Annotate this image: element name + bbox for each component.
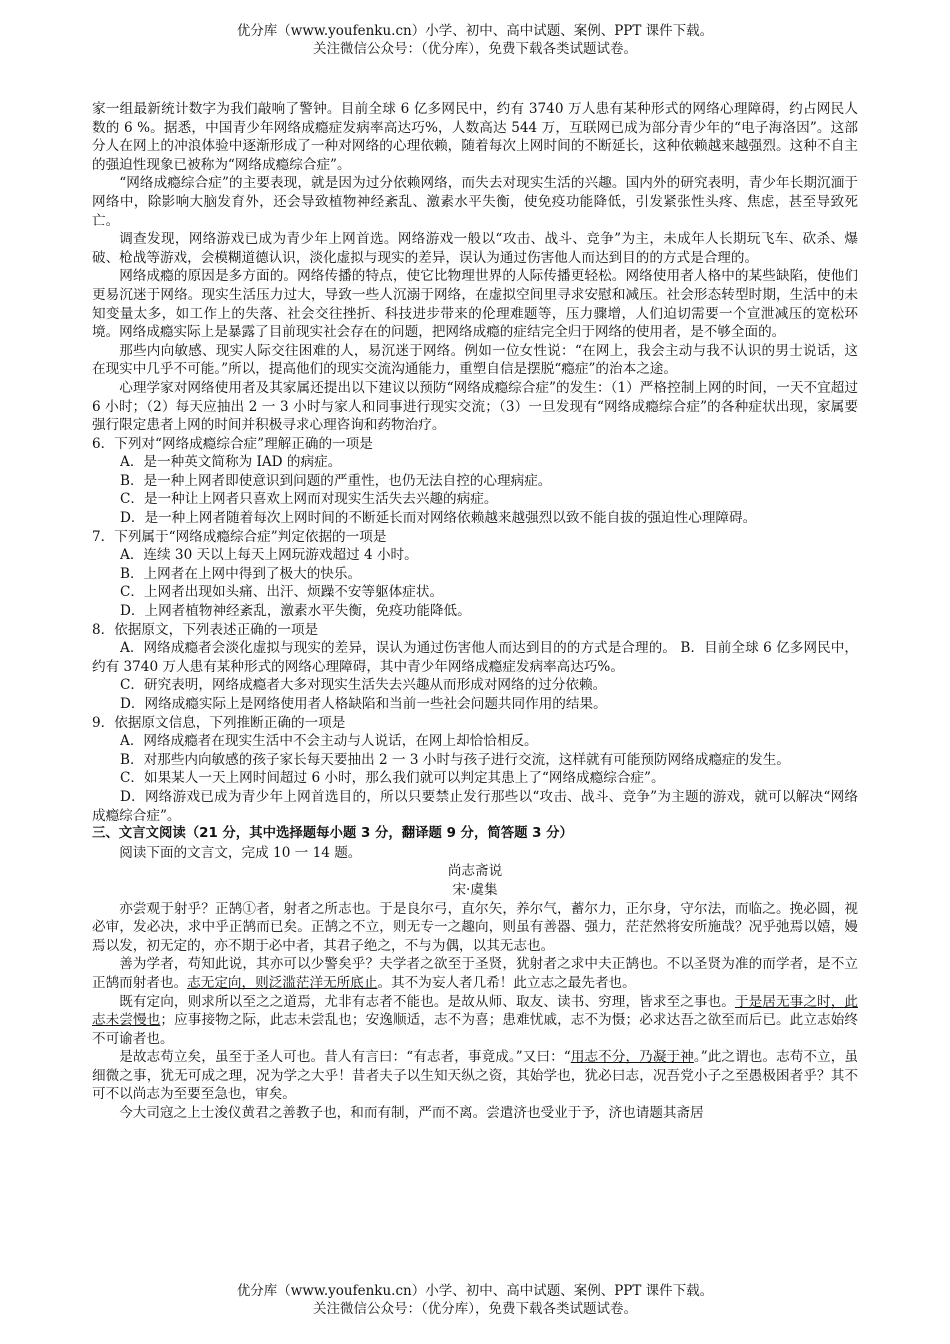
passage-paragraph: “网络成瘾综合症”的主要表现，就是因为过分依赖网络，而失去对现实生活的兴趣。国内外的研究表明，青少年长期沉湎于网络中，除影响大脑发育外，还会导致植物神经紊乱、激素水平失衡，使免疫功能降低，引发紧张性头疼、焦虑，甚至导致死亡。 (92, 175, 858, 229)
header-line-2: 关注微信公众号：（优分库），免费下载各类试题试卷。 (313, 41, 637, 57)
question-option: A．网络成瘾者在现实生活中不会主动与人说话，在网上却恰恰相反。 (120, 733, 538, 750)
question-option: C．是一种让上网者只喜欢上网而对现实生活失去兴趣的病症。 (120, 491, 498, 508)
passage-paragraph: 网络成瘾的原因是多方面的。网络传播的特点，使它比物理世界的人际传播更轻松。网络使用者人格中的某些缺陷，使他们更易沉迷于网络。现实生活压力过大，导致一些人沉溺于网络，在虚拟空间里寻求安慰和减压。社会形态转型时期，生活中的未知变量太多，如工作上的失落、社会交往挫折、科技进步带来的伦理难题等，压力骤增，人们迫切需要一个宣泄减压的宽松环境。网络成瘾实际上是暴露了目前现实社会存在的问题，把网络成瘾的症结完全归于网络的使用者，是不够全面的。 (92, 268, 858, 341)
question-option: C．研究表明，网络成瘾者大多对现实生活失去兴趣从而形成对网络的过分依赖。 (120, 677, 607, 694)
text-run: 既有定向，则求所以至之之道焉，尤非有志者不能也。是故从师、取友、读书、穷理，皆求至之事也。 (119, 993, 735, 1010)
question-option: D．网络成瘾实际上是网络使用者人格缺陷和当前一些社会问题共同作用的结果。 (120, 696, 607, 712)
underlined-sentence: 于是居无事之时，此志未尝慢也 (92, 993, 858, 1029)
underlined-sentence: 用志不分，乃凝于神 (570, 1049, 694, 1066)
header-line-1: 优分库（www.youfenku.cn）小学、初中、高中试题、案例、PPT 课件下载。 (236, 23, 714, 39)
text-run: 善为学者，苟知此说，其亦可以少警矣乎？夫学者之欲至于圣贤，犹射者之求中夫正鹄也。不以圣贤为准的而学者，是不立正鹄而射者也。 (92, 956, 858, 991)
question-option: C．上网者出现如头痛、出汗、烦躁不安等躯体症状。 (120, 584, 444, 601)
section-heading: 三、文言文阅读（21 分，其中选择题每小题 3 分，翻译题 9 分，简答题 3 分） (92, 826, 573, 842)
question-option: A．连续 30 天以上每天上网玩游戏超过 4 小时。 (120, 547, 418, 564)
footer-line-2: 关注微信公众号：（优分库），免费下载各类试题试卷。 (313, 1301, 637, 1317)
classical-paragraph (92, 1048, 858, 1104)
question-stem: 6．下列对“网络成瘾综合症”理解正确的一项是 (92, 435, 373, 452)
passage-paragraph: 心理学家对网络使用者及其家属还提出以下建议以预防“网络成瘾综合症”的发生：（1）严格控制上网的时间，一天不宜超过 6 小时；（2）每天应抽出 2 一 3 小时与家人和同事进行现实交流；（3）一旦发现有“网络成瘾综合症”的各种症状出现，家属要强行限定患者上网的时间并积极寻求心理咨询和药物治疗。 (92, 379, 858, 434)
text-run: 是故志苟立矣，虽至于圣人可也。昔人有言曰：“有志者，事竟成。”又曰：“ (119, 1049, 571, 1066)
question-option: B．对那些内向敏感的孩子家长每天要抽出 2 一 3 小时与孩子进行交流，这样就有可能预防网络成瘾症的发生。 (120, 751, 790, 768)
question-option: A．网络成瘾者会淡化虚拟与现实的差异，误认为通过伤害他人而达到目的的方式是合理的。 B．目前全球 6 亿多网民中，约有 3740 万人患有某种形式的网络心理障碍，其中青少年网络成瘾症发病率高达巧%。 (92, 640, 858, 675)
classical-paragraph (92, 955, 858, 992)
text-run: 。”此之谓也。志苟不立，虽细微之事，犹无可成之理，况为学之大乎！昔者夫子以生知天纵之资，其始学也，犹必曰志，况吾党小子之至愚极困者乎？其不可不以尚志为至要至急也，审矣。 (92, 1049, 859, 1103)
page-footer (0, 1282, 950, 1318)
page-header (0, 22, 950, 58)
question-option: C．如果某人一天上网时间超过 6 小时，那么我们就可以判定其患上了“网络成瘾综合症”。 (120, 770, 665, 787)
text-run: 。其不为妄人者几希！此立志之最先者也。 (377, 974, 636, 991)
footer-line-1: 优分库（www.youfenku.cn）小学、初中、高中试题、案例、PPT 课件下载。 (236, 1283, 714, 1299)
essay-title: 尚志斋说 (447, 863, 503, 880)
underlined-sentence: 志无定向，则泛滥茫洋无所底止 (187, 974, 378, 991)
question-option: D．上网者植物神经紊乱，激素水平失衡，免疫功能降低。 (120, 603, 471, 620)
passage-paragraph: 调查发现，网络游戏已成为青少年上网首选。网络游戏一般以“攻击、战斗、竞争”为主，未成年人长期玩飞车、砍杀、爆破、枪战等游戏，会模糊道德认识，淡化虚拟与现实的差异，误认为通过伤害他人而达到目的的方式是合理的。 (92, 231, 858, 266)
question-stem: 8．依据原文，下列表述正确的一项是 (92, 621, 319, 638)
passage-paragraph: 家一组最新统计数字为我们敲响了警钟。目前全球 6 亿多网民中，约有 3740 万人患有某种形式的网络心理障碍，约占网民人数的 6 %。据悉，中国青少年网络成瘾症发病率高达巧%，人数高达 544 万，互联网已成为部分青少年的“电子海洛因”。这部分人在网上的冲浪体验中逐渐形成了一种对网络的心理依赖，随着每次上网时间的不断延长，这种依赖越来越强烈。这种不自主的强迫性现象已被称为“网络成瘾综合症”。 (92, 101, 858, 173)
question-option: B．上网者在上网中得到了极大的快乐。 (120, 565, 362, 582)
question-option: B．是一种上网者即使意识到问题的严重性，也仍无法自控的心理病症。 (120, 472, 552, 489)
question-option: D．是一种上网者随着每次上网时间的不断延长而对网络依赖越来越强烈以致不能自拔的强迫性心理障碍。 (120, 510, 757, 527)
classical-paragraph: 今大司寇之上士浚仪黄君之善教子也，和而有制，严而不离。尝遣济也受业于予，济也请题其斋居 (119, 1105, 704, 1122)
document-body (92, 100, 858, 1123)
question-stem: 9．依据原文信息，下列推断正确的一项是 (92, 714, 346, 731)
passage-paragraph: 那些内向敏感、现实人际交往困难的人，易沉迷于网络。例如一位女性说：“在网上，我会主动与我不认识的男士说话，这在现实中几乎不可能。”所以，提高他们的现实交流沟通能力，重塑自信是摆脱“瘾症”的治本之途。 (92, 342, 858, 378)
essay-author: 宋·虞集 (452, 881, 498, 898)
question-stem: 7．下列属于“网络成瘾综合症”判定依据的一项是 (92, 528, 387, 545)
question-option: A．是一种英文简称为 IAD 的病症。 (120, 454, 342, 471)
section-instruction: 阅读下面的文言文，完成 10 一 14 题。 (119, 844, 362, 861)
question-option: D．网络游戏已成为青少年上网首选目的，所以只要禁止发行那些以“攻击、战斗、竞争”为主题的游戏，就可以解决“网络成瘾综合症”。 (92, 788, 858, 824)
classical-paragraph (92, 993, 858, 1049)
text-run: ；应事接物之际，此志未尝乱也；安逸顺适，志不为喜；患难忧戚，志不为慑；必求达吾之欲至而后已。此立志始终不可谕者也。 (92, 1012, 859, 1047)
classical-paragraph: 亦尝观于射乎？正鹄①者，射者之所志也。于是良尔弓，直尔矢，养尔气，蓄尔力，正尔身，守尔法，而临之。挽必圆，视必审，发必决，求中乎正鹄而已矣。正鹄之不立，则无专一之趣向，则虽有善器、强力，茫茫然将安所施哉？况乎弛焉以嬉，嫚焉以发，初无定的，亦不期于必中者，其君子绝之，不与为偶，以其无志也。 (92, 900, 858, 954)
